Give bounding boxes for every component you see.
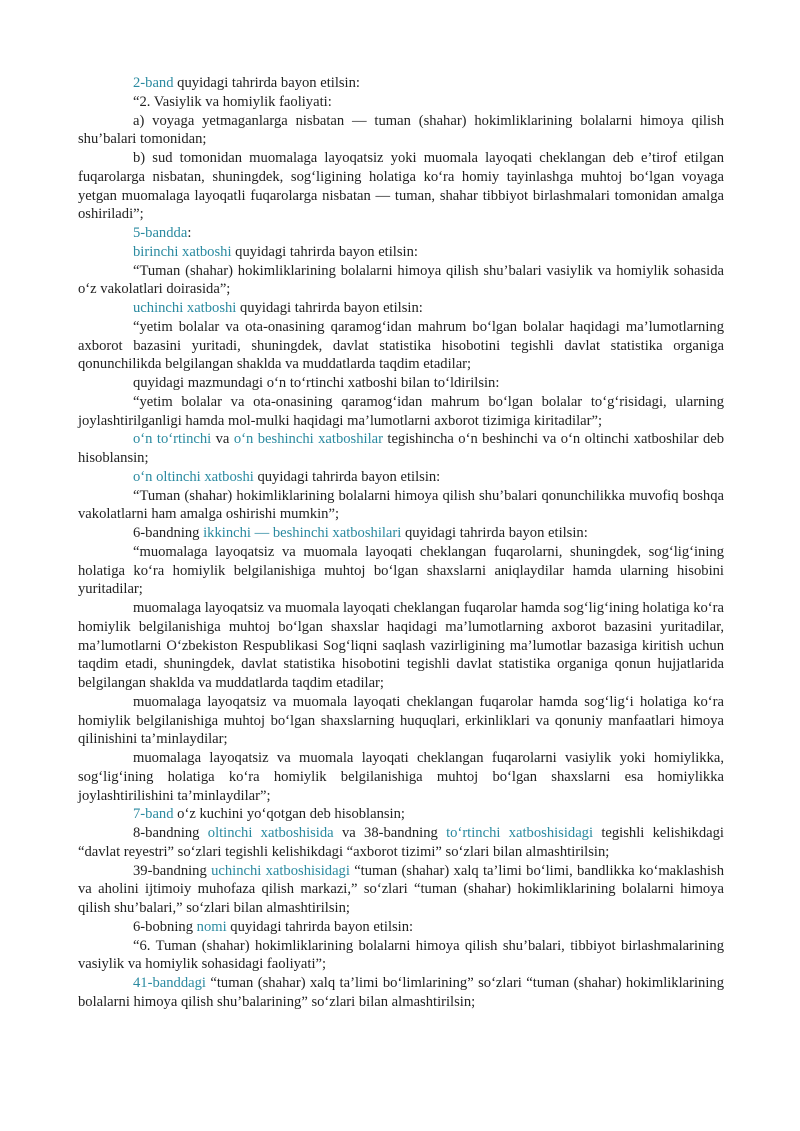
paragraph [78, 93, 724, 112]
paragraph-text: tegishli kelishikdagi “davlat reyestri” so‘zlari tegishli kelishikdagi “axborot tizimi” so‘zlari bilan almashtirilsin; [78, 825, 724, 860]
paragraph [78, 524, 724, 543]
paragraph-text: “6. Tuman (shahar) hokimliklarining bolalarni himoya qilish shu’balari, tibbiyot birlashmalarining vasiylik va homiylik sohasidagi faoliyati”; [78, 937, 724, 973]
paragraph-text: a) voyaga yetmaganlarga nisbatan — tuman (shahar) hokimliklarining bolalarni himoya qilish shu’balari tomonidan; [78, 112, 724, 148]
paragraph [78, 430, 724, 468]
reference-link[interactable]: nomi [196, 918, 227, 935]
paragraph [78, 543, 724, 599]
reference-link[interactable]: 7-band [133, 806, 174, 823]
paragraph [78, 937, 724, 975]
reference-link[interactable]: to‘rtinchi xatboshisidagi [446, 825, 594, 841]
paragraph-text: b) sud tomonidan muomalaga layoqatsiz yoki muomala layoqati cheklangan deb e’tirof etilgan fuqarolarga nisbatan, shuningdek, sog‘ligining holatiga ko‘ra homiy tayinlashga muhtoj bo‘lgan voyaga yetgan muomalaga layoqatli fuqarolarga nisbatan — tuman, shahar tibbiyot birlashmalari tomonidan amalga oshiriladi”; [78, 150, 724, 223]
paragraph-text: “Tuman (shahar) hokimliklarining bolalarni himoya qilish shu’balari qonunchilikka muvofiq boshqa vakolatlarni ham amalga oshirishi mumkin”; [78, 487, 724, 523]
reference-link[interactable]: uchinchi xatboshisidagi [211, 862, 350, 879]
paragraph-text: muomalaga layoqatsiz va muomala layoqati cheklangan fuqarolar hamda sog‘lig‘i holatiga ko‘ra homiylik belgilanishiga muhtoj bo‘lgan shaxslarning huquqlari, erkinliklari va qonuniy manfaatlari himoya qilinishini ta’minlaydilar; [78, 693, 724, 748]
paragraph [78, 374, 724, 393]
reference-link[interactable]: uchinchi xatboshi [133, 300, 237, 316]
paragraph [78, 693, 724, 749]
paragraph-text: 6-bobning [133, 918, 197, 935]
paragraph-text: quyidagi tahrirda bayon etilsin: [231, 243, 418, 260]
paragraph [78, 149, 724, 224]
paragraph [78, 918, 724, 937]
paragraph-text: “yetim bolalar va ota-onasining qaramog‘idan mahrum bo‘lgan bolalar to‘g‘risidagi, ularning joylashtirilganligi hamda mol-mulki haqidagi ma’lumotlarni axborot tizimiga kiritadilar”; [78, 393, 724, 429]
paragraph [78, 112, 724, 150]
paragraph-text: muomalaga layoqatsiz va muomala layoqati cheklangan fuqarolarni vasiylik yoki homiylikka, sog‘lig‘ining holatiga ko‘ra homiylik belgilanishiga muhtoj bo‘lgan shaxslarni esa homiylikka joylashtirilishini ta’minlaydilar”; [78, 750, 724, 804]
reference-link[interactable]: oltinchi xatboshisida [207, 825, 334, 841]
paragraph [78, 299, 724, 318]
reference-link[interactable]: ikkinchi — beshinchi xatboshilari [203, 525, 402, 541]
paragraph [78, 224, 724, 243]
paragraph [78, 824, 724, 862]
paragraph [78, 393, 724, 431]
paragraph-text: “tuman (shahar) xalq ta’limi bo‘limi, bandlikka ko‘maklashish va aholini ijtimoiy muhofaza qilish markazi,” so‘zlari “tuman (shahar) hokimliklarining bolalarni himoya qilish shu’balari,” so‘zlari bilan almashtirilsin; [78, 862, 725, 916]
paragraph [78, 862, 724, 918]
reference-link[interactable]: birinchi xatboshi [133, 243, 232, 260]
paragraph-text: “muomalaga layoqatsiz va muomala layoqati cheklangan fuqarolarni, shuningdek, sog‘lig‘ining holatiga ko‘ra homiylik belgilanishiga muhtoj bo‘lgan shaxslarni aniqlaydilar hamda ularning hisobini yuritadilar; [78, 543, 724, 598]
paragraph-text: tegishincha o‘n beshinchi va o‘n oltinchi xatboshilar deb hisoblansin; [78, 431, 725, 466]
reference-link[interactable]: 5-bandda [133, 225, 188, 241]
reference-link[interactable]: o‘n oltinchi xatboshi [133, 468, 254, 485]
paragraph-text: “Tuman (shahar) hokimliklarining bolalarni himoya qilish shu’balari vasiylik va homiylik sohasida o‘z vakolatlari doirasida”; [78, 262, 724, 298]
paragraph [78, 805, 724, 824]
paragraph [78, 74, 724, 93]
paragraph [78, 749, 724, 805]
paragraph-text: 8-bandning [133, 825, 208, 841]
paragraph [78, 243, 724, 262]
reference-link[interactable]: 41-banddagi [133, 975, 206, 991]
paragraph-text: “tuman (shahar) xalq ta’limi bo‘limlarining” so‘zlari “tuman (shahar) hokimliklarining bolalarni himoya qilish shu’balarining” so‘zlari bilan almashtirilsin; [78, 975, 724, 1010]
reference-link[interactable]: o‘n beshinchi xatboshilar [233, 431, 383, 448]
paragraph [78, 468, 724, 487]
paragraph [78, 974, 724, 1012]
paragraph [78, 487, 724, 525]
paragraph-text: quyidagi tahrirda bayon etilsin: [236, 300, 423, 316]
paragraph-text: va 38-bandning [333, 825, 447, 841]
paragraph-text: quyidagi tahrirda bayon etilsin: [173, 75, 360, 91]
paragraph-text: quyidagi tahrirda bayon etilsin: [401, 525, 588, 541]
paragraph-text: quyidagi tahrirda bayon etilsin: [226, 918, 414, 935]
reference-link[interactable]: o‘n to‘rtinchi [133, 431, 212, 448]
paragraph [78, 318, 724, 374]
paragraph [78, 599, 724, 693]
paragraph-text: 6-bandning [133, 525, 204, 541]
paragraph [78, 262, 724, 300]
document-body [78, 74, 724, 1012]
paragraph-text: muomalaga layoqatsiz va muomala layoqati cheklangan fuqarolar hamda sog‘lig‘ining holatiga ko‘ra homiylik belgilanishiga muhtoj bo‘lgan shaxslar haqidagi ma’lumotlarning axborot bazasini yuritadilar, ma’lumotlarni O‘zbekiston Respublikasi Sog‘liqni saqlash vazirligining ma’lumotlar bazasiga kiritish uchun taqdim etadi, shuningdek, davlat statistika hisobotini tegishli davlat statistika organiga qonun hujjatlarida belgilangan shaklda va muddatlarda taqdim etadilar; [78, 600, 724, 691]
paragraph-text: o‘z kuchini yo‘qotgan deb hisoblansin; [173, 806, 405, 823]
paragraph-text: 39-bandning [133, 862, 212, 879]
paragraph-text: “yetim bolalar va ota-onasining qaramog‘idan mahrum bo‘lgan bolalar haqidagi ma’lumotlarning axborot bazasini yuritadi, shuningdek, davlat statistika hisobotini tegishli davlat statistika organiga qonunchilikda belgilangan shaklda va muddatlarda taqdim etadilar; [78, 318, 724, 373]
paragraph-text: va [211, 431, 234, 448]
paragraph-text: : [187, 225, 192, 241]
paragraph-text: “2. Vasiylik va homiylik faoliyati: [133, 93, 332, 110]
reference-link[interactable]: 2-band [133, 75, 174, 91]
paragraph-text: quyidagi tahrirda bayon etilsin: [253, 468, 441, 485]
paragraph-text: quyidagi mazmundagi o‘n to‘rtinchi xatboshi bilan to‘ldirilsin: [133, 375, 500, 391]
